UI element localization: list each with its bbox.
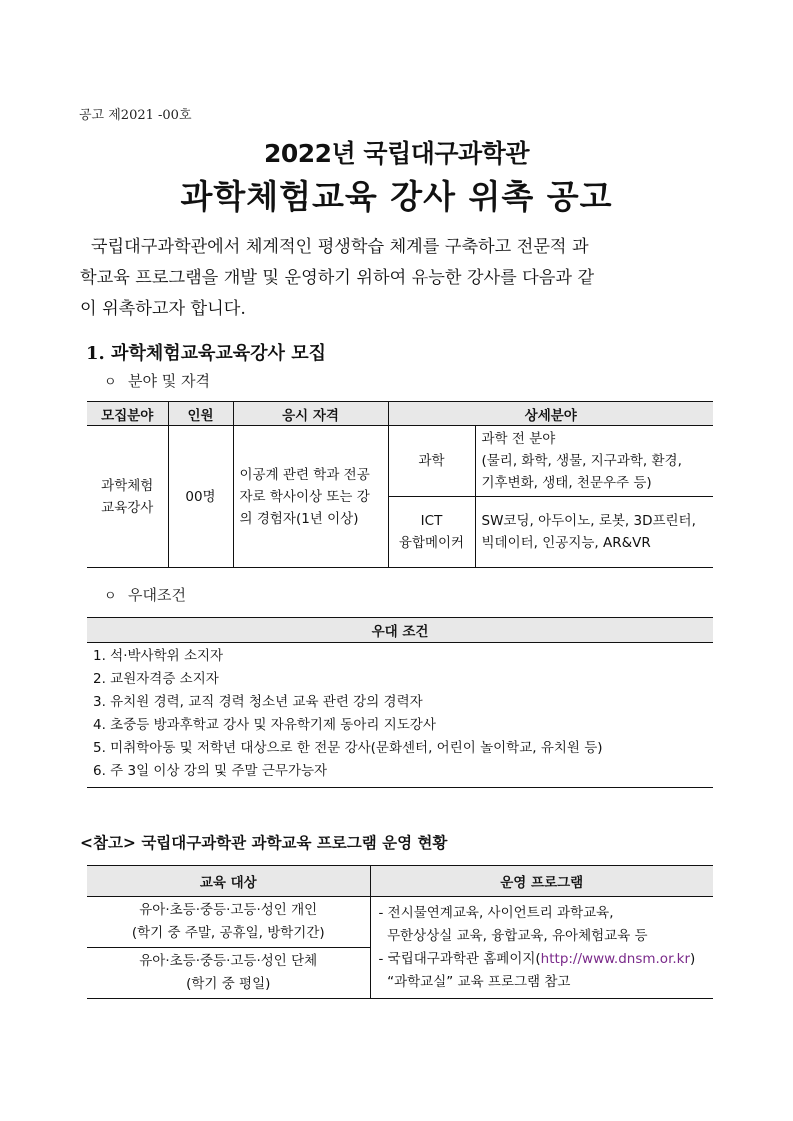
count-cell: 00명 — [168, 426, 233, 568]
homepage-link[interactable]: http://www.dnsm.or.kr — [540, 950, 691, 967]
program-line: 무한상상실 교육, 융합교육, 유아체험교육 등 — [378, 927, 648, 944]
subfield-cell — [388, 426, 475, 497]
list-item: 3. 유치원 경력, 교직 경력 청소년 교육 관련 강의 경력자 — [93, 694, 423, 710]
list-item: 2. 교원자격증 소지자 — [93, 671, 219, 687]
section-heading: 1. 과학체험교육교육강사 모집 — [86, 343, 326, 364]
header-qualification: 응시 자격 — [233, 402, 388, 426]
program-line: - 전시물연계교육, 사이언트리 과학교육, — [378, 904, 614, 921]
header-program: 운영 프로그램 — [370, 866, 713, 897]
qualification-line: 이공계 관련 학과 전공 — [239, 466, 370, 483]
qualification-line: 의 경험자(1년 이상) — [239, 510, 359, 527]
detail-line: 과학 전 분야 — [481, 431, 556, 447]
bullet-symbol: ㅇ — [104, 375, 117, 390]
recruit-header-row — [87, 402, 713, 426]
intro-line: 학교육 프로그램을 개발 및 운영하기 위하여 유능한 강사를 다음과 같 — [80, 268, 595, 288]
detail-cell — [475, 426, 713, 497]
detail-cell — [475, 497, 713, 568]
intro-paragraph — [80, 232, 720, 325]
subfield-line: ICT — [420, 513, 443, 529]
field-cell — [87, 426, 168, 568]
recruit-table — [87, 401, 713, 568]
header-field: 모집분야 — [87, 402, 168, 426]
preference-table — [87, 617, 713, 788]
qualification-line: 자로 학사이상 또는 강 — [239, 488, 370, 505]
title-line-2: 과학체험교육 강사 위촉 공고 — [180, 177, 613, 216]
detail-line: 기후변화, 생태, 천문우주 등) — [481, 475, 652, 491]
program-table — [87, 865, 713, 999]
reference-heading: <참고> 국립대구과학관 과학교육 프로그램 운영 현황 — [80, 833, 448, 852]
target-line: (학기 중 주말, 공휴일, 방학기간) — [131, 925, 325, 941]
table-row — [87, 897, 713, 948]
detail-line: 빅데이터, 인공지능, AR&VR — [481, 535, 651, 551]
preference-header: 우대 조건 — [87, 618, 713, 643]
subsection-label: 분야 및 자격 — [128, 372, 210, 390]
list-item: 4. 초중등 방과후학교 강사 및 자유학기제 동아리 지도강사 — [93, 717, 436, 733]
target-line: 유아·초등·중등·고등·성인 단체 — [139, 953, 318, 969]
subfield-line: 과학 — [418, 453, 445, 469]
program-text: ) — [690, 950, 696, 967]
detail-line: (물리, 화학, 생물, 지구과학, 환경, — [481, 453, 682, 469]
subfield-cell — [388, 497, 475, 568]
header-count: 인원 — [168, 402, 233, 426]
program-header-row — [87, 866, 713, 897]
bullet-symbol: ㅇ — [104, 589, 117, 604]
qualification-cell — [233, 426, 388, 568]
subsection-field — [104, 370, 210, 391]
field-line: 과학체험 — [101, 477, 154, 494]
header-target: 교육 대상 — [87, 866, 370, 897]
list-item: 1. 석·박사학위 소지자 — [93, 648, 224, 664]
program-line — [379, 948, 710, 971]
program-text: - 국립대구과학관 홈페이지( — [378, 950, 541, 967]
target-cell — [87, 948, 370, 999]
table-row — [87, 426, 713, 497]
program-line: “과학교실” 교육 프로그램 참고 — [378, 973, 571, 990]
subfield-line: 융합메이커 — [398, 535, 465, 551]
target-cell — [87, 897, 370, 948]
intro-line: 이 위촉하고자 합니다. — [80, 299, 246, 319]
subsection-preference — [104, 584, 186, 605]
target-line: 유아·초등·중등·고등·성인 개인 — [139, 902, 318, 918]
list-item: 6. 주 3일 이상 강의 및 주말 근무가능자 — [93, 763, 328, 779]
header-detail: 상세분야 — [388, 402, 713, 426]
field-line: 교육강사 — [101, 499, 154, 516]
intro-line: 국립대구과학관에서 체계적인 평생학습 체계를 구축하고 전문적 과 — [80, 237, 589, 257]
subsection-label: 우대조건 — [128, 586, 186, 604]
title-line-1: 2022년 국립대구과학관 — [264, 139, 529, 168]
program-cell — [370, 897, 713, 999]
detail-line: SW코딩, 아두이노, 로봇, 3D프린터, — [481, 513, 696, 529]
notice-number: 공고 제2021 -00호 — [79, 108, 192, 123]
target-line: (학기 중 평일) — [186, 976, 271, 992]
list-item: 5. 미취학아동 및 저학년 대상으로 한 전문 강사(문화센터, 어린이 놀이학교, 유치원 등) — [93, 740, 603, 756]
